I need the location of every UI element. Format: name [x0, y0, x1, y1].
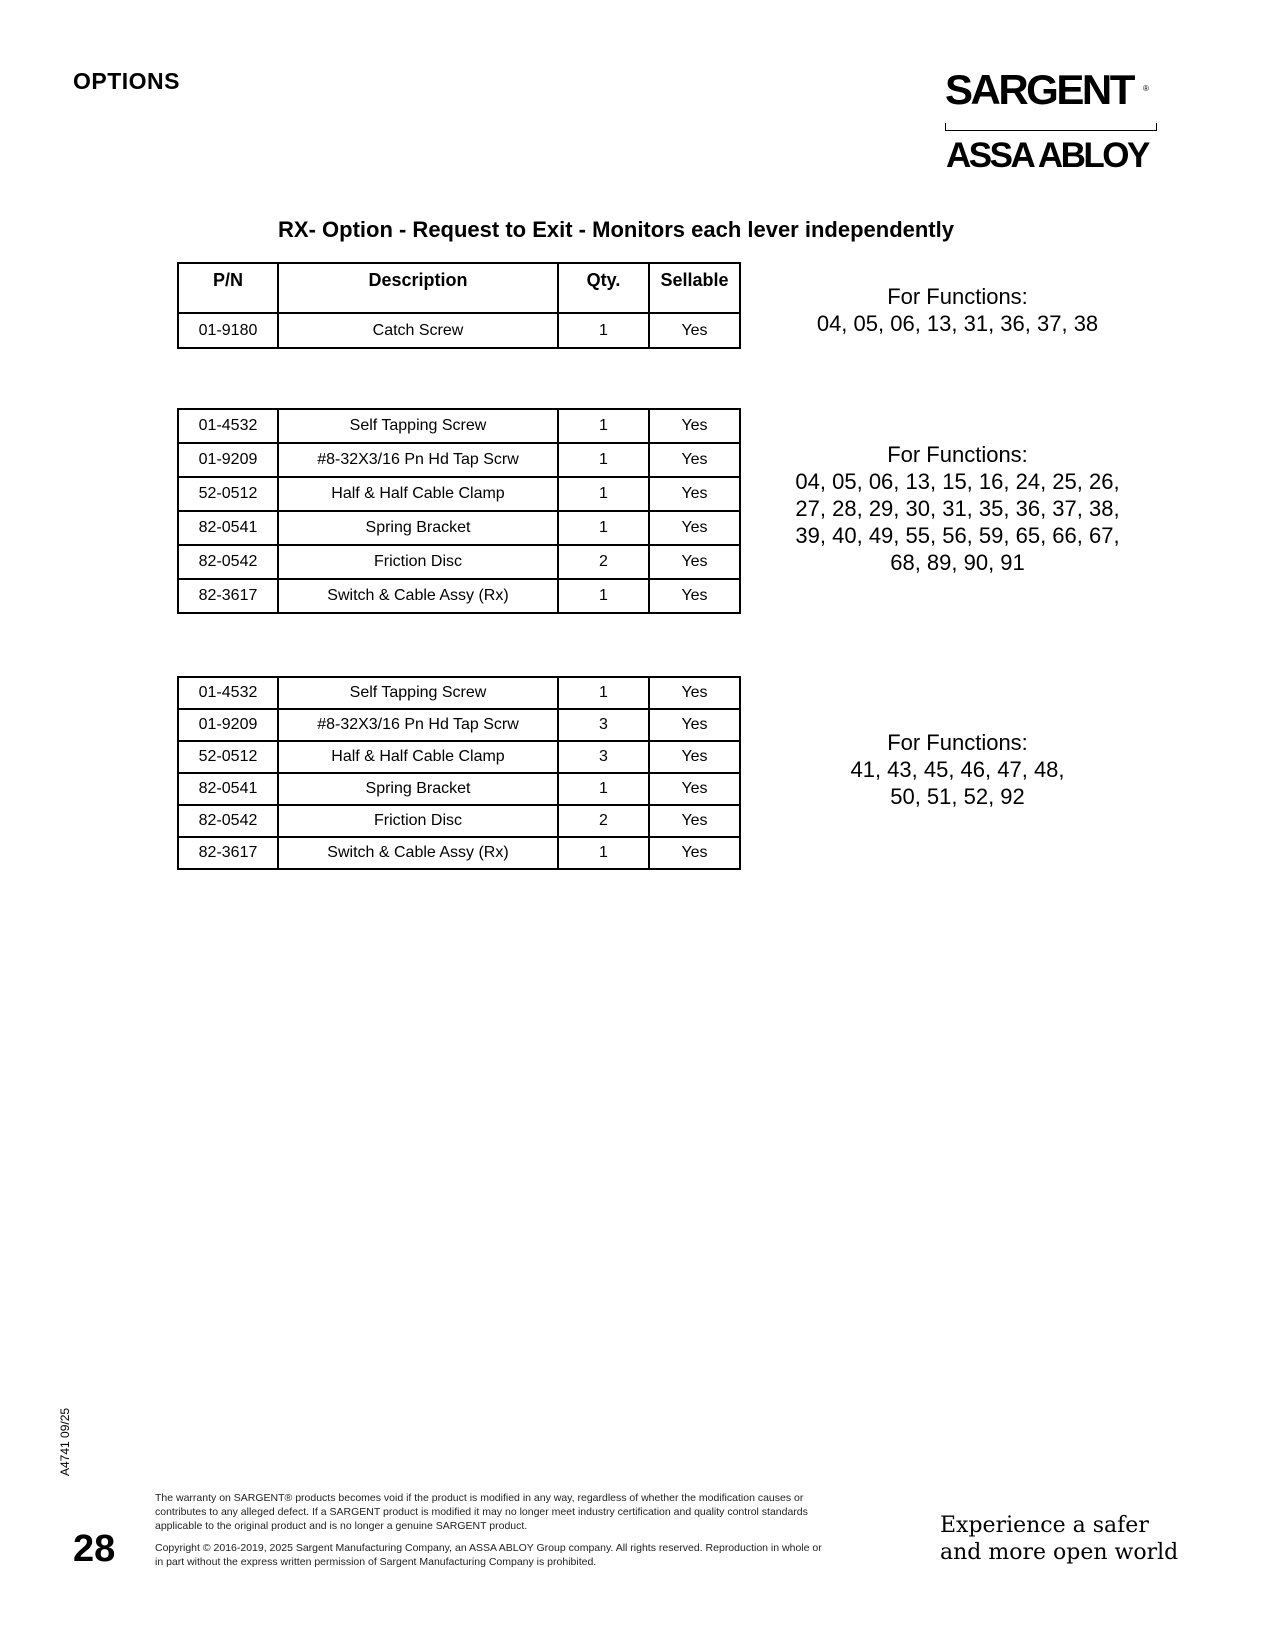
table-row [178, 741, 740, 773]
cell-description: Switch & Cable Assy (Rx) [278, 579, 558, 613]
parts-table-3 [177, 676, 741, 870]
cell-pn: 01-9180 [178, 313, 278, 348]
cell-pn: 01-9209 [178, 443, 278, 477]
header-sellable: Sellable [649, 263, 740, 313]
functions-line: 68, 89, 90, 91 [890, 550, 1025, 575]
cell-qty: 1 [558, 579, 649, 613]
table-row [178, 837, 740, 869]
functions-label: For Functions: [887, 284, 1028, 309]
cell-sellable: Yes [649, 741, 740, 773]
cell-sellable: Yes [649, 805, 740, 837]
functions-label: For Functions: [887, 442, 1028, 467]
table-row [178, 443, 740, 477]
cell-pn: 82-3617 [178, 837, 278, 869]
cell-pn: 01-4532 [178, 677, 278, 709]
cell-pn: 82-0541 [178, 773, 278, 805]
cell-pn: 01-9209 [178, 709, 278, 741]
cell-description: Spring Bracket [278, 773, 558, 805]
table-row [178, 409, 740, 443]
cell-qty: 1 [558, 677, 649, 709]
functions-line: 50, 51, 52, 92 [890, 784, 1025, 809]
cell-sellable: Yes [649, 837, 740, 869]
logo-brand: SARGENT [945, 66, 1133, 113]
cell-description: Friction Disc [278, 805, 558, 837]
table-row [178, 773, 740, 805]
table-row [178, 511, 740, 545]
functions-list-3 [775, 729, 1140, 810]
logo-registered-mark: ® [1143, 84, 1149, 93]
cell-sellable: Yes [649, 313, 740, 348]
cell-qty: 1 [558, 477, 649, 511]
cell-qty: 2 [558, 545, 649, 579]
functions-line: 41, 43, 45, 46, 47, 48, [850, 757, 1065, 782]
sargent-assa-abloy-logo [945, 66, 1160, 186]
cell-description: #8-32X3/16 Pn Hd Tap Scrw [278, 709, 558, 741]
functions-line: 04, 05, 06, 13, 15, 16, 24, 25, 26, [795, 469, 1120, 494]
functions-list-2 [775, 441, 1140, 576]
functions-line: 27, 28, 29, 30, 31, 35, 36, 37, 38, [795, 496, 1120, 521]
document-code: A4741 09/25 [58, 1407, 72, 1476]
cell-sellable: Yes [649, 477, 740, 511]
cell-qty: 1 [558, 443, 649, 477]
table-row [178, 579, 740, 613]
table-row [178, 477, 740, 511]
copyright-notice: Copyright © 2016-2019, 2025 Sargent Manufacturing Company, an ASSA ABLOY Group company. All rights reserved. Reproduction in whole or in part without the express written permission of Sargent Manufacturing Company is prohibited. [155, 1542, 822, 1568]
functions-label: For Functions: [887, 730, 1028, 755]
cell-sellable: Yes [649, 773, 740, 805]
cell-sellable: Yes [649, 709, 740, 741]
page-title: RX- Option - Request to Exit - Monitors each lever independently [278, 217, 954, 242]
tagline [940, 1512, 1178, 1566]
warranty-notice: The warranty on SARGENT® products becomes void if the product is modified in any way, regardless of whether the modification causes or contributes to any alleged defect. If a SARGENT product is modified it may no longer meet industry certification and quality control standards applicable to the original product and is no longer a genuine SARGENT product. [155, 1492, 808, 1532]
table-row [178, 709, 740, 741]
tagline-line: Experience a safer [940, 1513, 1149, 1538]
cell-sellable: Yes [649, 409, 740, 443]
cell-pn: 82-0542 [178, 545, 278, 579]
cell-pn: 52-0512 [178, 477, 278, 511]
cell-qty: 2 [558, 805, 649, 837]
page-number: 28 [73, 1528, 116, 1570]
header-qty: Qty. [558, 263, 649, 313]
header-pn: P/N [178, 263, 278, 313]
functions-line: 39, 40, 49, 55, 56, 59, 65, 66, 67, [795, 523, 1120, 548]
cell-qty: 1 [558, 511, 649, 545]
functions-list-1 [775, 283, 1140, 337]
logo-parent: ASSA ABLOY [946, 136, 1148, 175]
table-row [178, 677, 740, 709]
parts-table-2 [177, 408, 741, 614]
cell-sellable: Yes [649, 579, 740, 613]
cell-pn: 82-3617 [178, 579, 278, 613]
cell-description: Switch & Cable Assy (Rx) [278, 837, 558, 869]
section-header: OPTIONS [73, 68, 181, 94]
table-header-row [178, 263, 740, 313]
cell-description: Spring Bracket [278, 511, 558, 545]
cell-description: Half & Half Cable Clamp [278, 477, 558, 511]
cell-qty: 1 [558, 837, 649, 869]
header-description: Description [278, 263, 558, 313]
cell-description: Catch Screw [278, 313, 558, 348]
cell-pn: 01-4532 [178, 409, 278, 443]
cell-sellable: Yes [649, 677, 740, 709]
cell-qty: 1 [558, 313, 649, 348]
cell-description: Friction Disc [278, 545, 558, 579]
cell-pn: 82-0541 [178, 511, 278, 545]
cell-pn: 52-0512 [178, 741, 278, 773]
cell-sellable: Yes [649, 511, 740, 545]
cell-qty: 3 [558, 709, 649, 741]
cell-description: Self Tapping Screw [278, 409, 558, 443]
cell-qty: 3 [558, 741, 649, 773]
cell-sellable: Yes [649, 443, 740, 477]
cell-description: Self Tapping Screw [278, 677, 558, 709]
table-row [178, 545, 740, 579]
cell-description: Half & Half Cable Clamp [278, 741, 558, 773]
cell-pn: 82-0542 [178, 805, 278, 837]
tagline-line: and more open world [940, 1540, 1179, 1565]
cell-qty: 1 [558, 773, 649, 805]
functions-line: 04, 05, 06, 13, 31, 36, 37, 38 [816, 311, 1099, 336]
logo-bracket [945, 123, 1157, 131]
cell-sellable: Yes [649, 545, 740, 579]
parts-table-1 [177, 262, 741, 349]
table-row [178, 313, 740, 348]
cell-qty: 1 [558, 409, 649, 443]
table-row [178, 805, 740, 837]
cell-description: #8-32X3/16 Pn Hd Tap Scrw [278, 443, 558, 477]
